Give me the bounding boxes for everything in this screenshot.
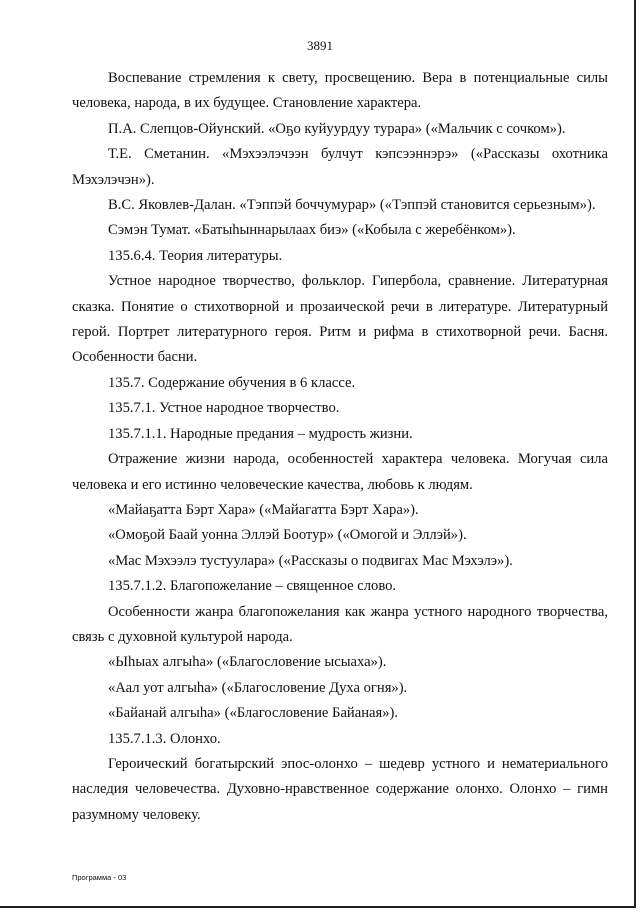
paragraph: Особенности жанра благопожелания как жанра устного народного творчества, связь с духовной культурой народа. (72, 603, 608, 645)
paragraph: Воспевание стремления к свету, просвещению. Вера в потенциальные силы человека, народа, в их будущее. Становление характера. (72, 70, 608, 112)
paragraph: 135.7.1. Устное народное творчество. (108, 400, 340, 417)
paragraph: В.С. Яковлев-Далан. «Тэппэй боччумурар» («Тэппэй становится серьезным»). (108, 197, 596, 214)
paragraph: «Аал уот алгыһа» («Благословение Духа огня»). (108, 679, 408, 696)
paragraph: «Мас Мэхээлэ тустуулара» («Рассказы о подвигах Мас Мэхэлэ»). (108, 552, 513, 569)
document-body (72, 66, 608, 828)
paragraph: 135.6.4. Теория литературы. (108, 247, 283, 264)
paragraph: Отражение жизни народа, особенностей характера человека. Могучая сила человека и его истинно человеческие качества, любовь к людям. (72, 451, 608, 493)
footer-label: Программа - 03 (72, 873, 127, 882)
paragraph: 135.7.1.3. Олонхо. (108, 730, 221, 747)
paragraph: 135.7.1.2. Благопожелание – священное слово. (108, 578, 397, 595)
paragraph: Героический богатырский эпос-олонхо – шедевр устного и нематериального наследия человечества. Духовно-нравственное содержание олонхо. Олонхо – гимн разумному человеку. (72, 755, 608, 823)
paragraph: «Ыһыах алгыһа» («Благословение ысыаха»). (108, 654, 387, 671)
paragraph: 135.7.1.1. Народные предания – мудрость жизни. (108, 425, 413, 442)
page-number: 3891 (307, 38, 333, 53)
paragraph: «Байанай алгыһа» («Благословение Байаная»). (108, 705, 399, 722)
paragraph: Т.Е. Сметанин. «Мэхээлэчээн булчут кэпсээннэрэ» («Рассказы охотника Мэхэлэчэн»). (72, 146, 608, 188)
paragraph: П.А. Слепцов-Ойунский. «Оҕо куйуурдуу турара» («Мальчик с сочком»). (108, 120, 566, 137)
paragraph: Сэмэн Тумат. «Батыһыннарылаах биэ» («Кобыла с жеребёнком»). (108, 222, 516, 239)
paragraph: «Майаҕатта Бэрт Хара» («Майагатта Бэрт Хара»). (108, 501, 419, 518)
paragraph: 135.7. Содержание обучения в 6 классе. (108, 374, 356, 391)
paragraph: Устное народное творчество, фольклор. Гипербола, сравнение. Литературная сказка. Понятие о стихотворной и прозаической речи в литературе. Литературный герой. Портрет литературного героя. Ритм и рифма в стихотворной речи. Басня. Особенности басни. (72, 273, 608, 366)
paragraph: «Омоҕой Баай уонна Эллэй Боотур» («Омогой и Эллэй»). (108, 527, 467, 544)
